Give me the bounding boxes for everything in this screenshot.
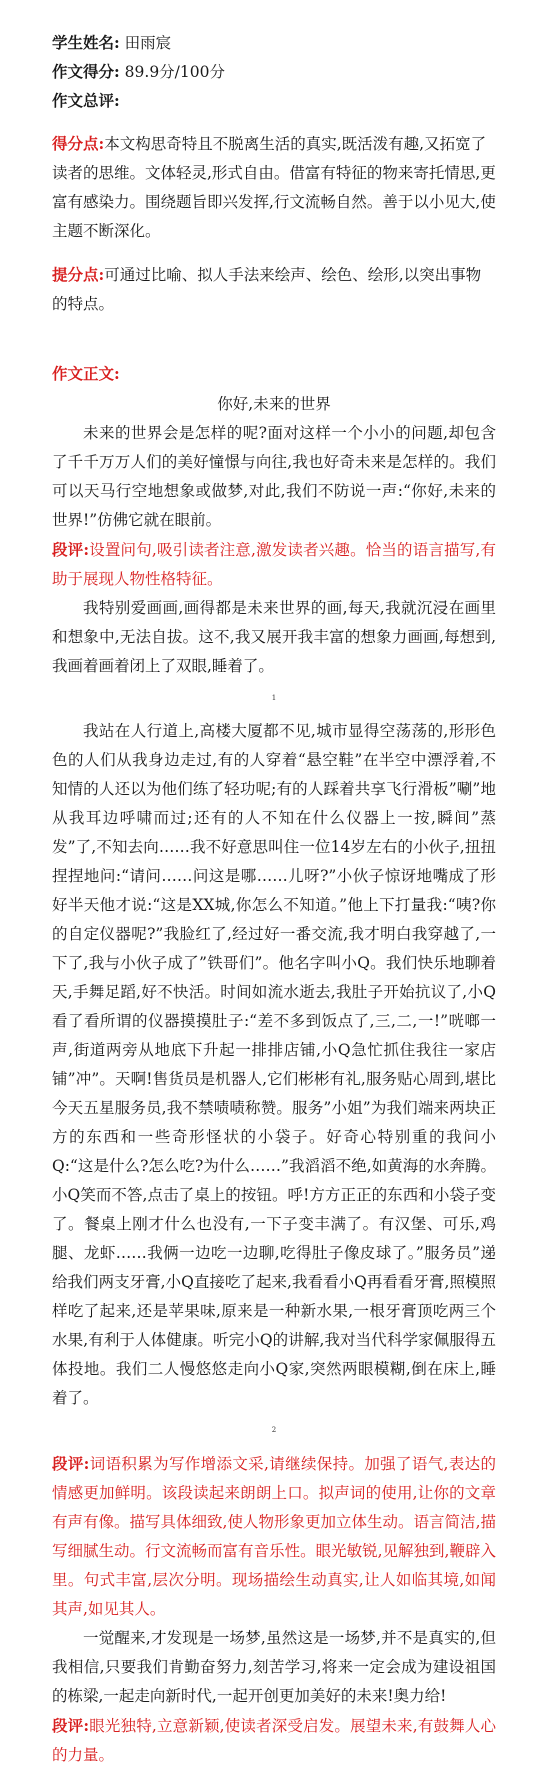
page-number-1: 1	[271, 694, 277, 702]
essay-paragraph-4: 一觉醒来,才发现是一场梦,虽然这是一场梦,并不是真实的,但我相信,只要我们肯勤奋努力,刻苦学习,将来一定会成为建设祖国的栋梁,一起走向新时代,一起开创更加美好的未来!奥力给!	[52, 1629, 496, 1705]
score-row	[52, 57, 496, 86]
summary-label: 作文总评:	[52, 91, 120, 110]
student-name-label: 学生姓名:	[52, 33, 120, 52]
student-name-value: 田雨宸	[124, 34, 172, 52]
comment-label-3: 段评:	[52, 1716, 90, 1735]
comment-label-1: 段评:	[52, 540, 90, 559]
page-number-2: 2	[271, 1426, 277, 1434]
essay-title: 你好,未来的世界	[217, 395, 331, 413]
comment-text-1: 设置问句,吸引读者注意,激发读者兴趣。恰当的语言描写,有助于展现人物性格特征。	[52, 541, 496, 588]
improve-block	[52, 260, 496, 319]
paragraph-comment-1	[52, 535, 496, 594]
strengths-label: 得分点:	[52, 134, 105, 153]
essay-paragraph-3: 我站在人行道上,高楼大厦都不见,城市显得空荡荡的,形形色色的人们从我身边走过,有的人穿着“悬空鞋”在半空中漂浮着,不知情的人还以为他们练了轻功呢;有的人踩着共享飞行滑板”唰”地从我耳边呼啸而过;还有的人不知在什么仪器上一按,瞬间”蒸发”了,不知去向……我不好意思叫住一位14岁左右的小伙子,扭扭捏捏地问:“请问……问这是哪……儿呀?”小伙子惊讶地嘴成了形好半天他才说:“这是XX城,你怎么不知道。”他上下打量我:“咦?你的自定仪器呢?”我脸红了,经过好一番交流,我才明白我穿越了,一下了,我与小伙子成了”铁哥们”。他名字叫小Q。我们快乐地聊着天,手舞足蹈,好不快活。时间如流水逝去,我肚子开始抗议了,小Q看了看所谓的仪器摸摸肚子:“差不多到饭点了,三,二,一!”咣啷一声,街道两旁从地底下升起一排排店铺,小Q急忙抓住我往一家店铺”冲”。天啊!售货员是机器人,它们彬彬有礼,服务贴心周到,堪比今天五星服务员,我不禁啧啧称赞。服务”小姐”为我们端来两块正方的东西和一些奇形怪状的小袋子。好奇心特别重的我问小Q:“这是什么?怎么吃?为什么……”我滔滔不绝,如黄海的水奔腾。小Q笑而不答,点击了桌上的按钮。呼!方方正正的东西和小袋子变了。餐桌上刚才什么也没有,一下子变丰满了。有汉堡、可乐,鸡腿、龙虾……我俩一边吃一边聊,吃得肚子像皮球了。”服务员”递给我们两支牙膏,小Q直接吃了起来,我看看小Q再看看牙膏,照模照样吃了起来,还是苹果味,原来是一种新水果,一根牙膏顶吃两三个水果,有利于人体健康。听完小Q的讲解,我对当代科学家佩服得五体投地。我们二人慢悠悠走向小Q家,突然两眼模糊,倒在床上,睡着了。	[52, 722, 496, 1407]
score-value: 89.9分/100分	[124, 63, 225, 81]
comment-text-3: 眼光独特,立意新颖,使读者深受启发。展望未来,有鼓舞人心的力量。	[52, 1717, 496, 1764]
essay-paragraph-2: 我特别爱画画,画得都是未来世界的画,每天,我就沉浸在画里和想象中,无法自拔。这不,我又展开我丰富的想象力画画,每想到,我画着画着闭上了双眼,睡着了。	[52, 599, 496, 675]
improve-text: 可通过比喻、拟人手法来绘声、绘色、绘形,以突出事物的特点。	[52, 266, 482, 313]
paragraph-comment-3	[52, 1711, 496, 1770]
student-name-row	[52, 28, 496, 57]
essay-section-label: 作文正文:	[52, 364, 120, 383]
score-label: 作文得分:	[52, 62, 120, 81]
improve-label: 提分点:	[52, 265, 105, 284]
summary-row	[52, 86, 496, 115]
comment-text-2: 词语积累为写作增添文采,请继续保持。加强了语气,表达的情感更加鲜明。该段读起来朗朗上口。拟声词的使用,让你的文章有声有像。描写具体细致,使人物形象更加立体生动。语言简洁,描写细腻生动。行文流畅而富有音乐性。眼光敏锐,见解独到,鞭辟入里。句式丰富,层次分明。现场描绘生动真实,让人如临其境,如闻其声,如见其人。	[52, 1455, 496, 1618]
paragraph-comment-2	[52, 1449, 496, 1624]
essay-paragraph-1: 未来的世界会是怎样的呢?面对这样一个小小的问题,却包含了千千万万人们的美好憧憬与向往,我也好奇未来是怎样的。我们可以天马行空地想象或做梦,对此,我们不防说一声:“你好,未来的世界!”仿佛它就在眼前。	[52, 424, 496, 529]
strengths-block	[52, 129, 496, 246]
comment-label-2: 段评:	[52, 1454, 90, 1473]
strengths-text: 本文构思奇特且不脱离生活的真实,既活泼有趣,又拓宽了读者的思维。文体轻灵,形式自由。借富有特征的物来寄托情思,更富有感染力。围绕题旨即兴发挥,行文流畅自然。善于以小见大,使主题不断深化。	[52, 135, 496, 240]
